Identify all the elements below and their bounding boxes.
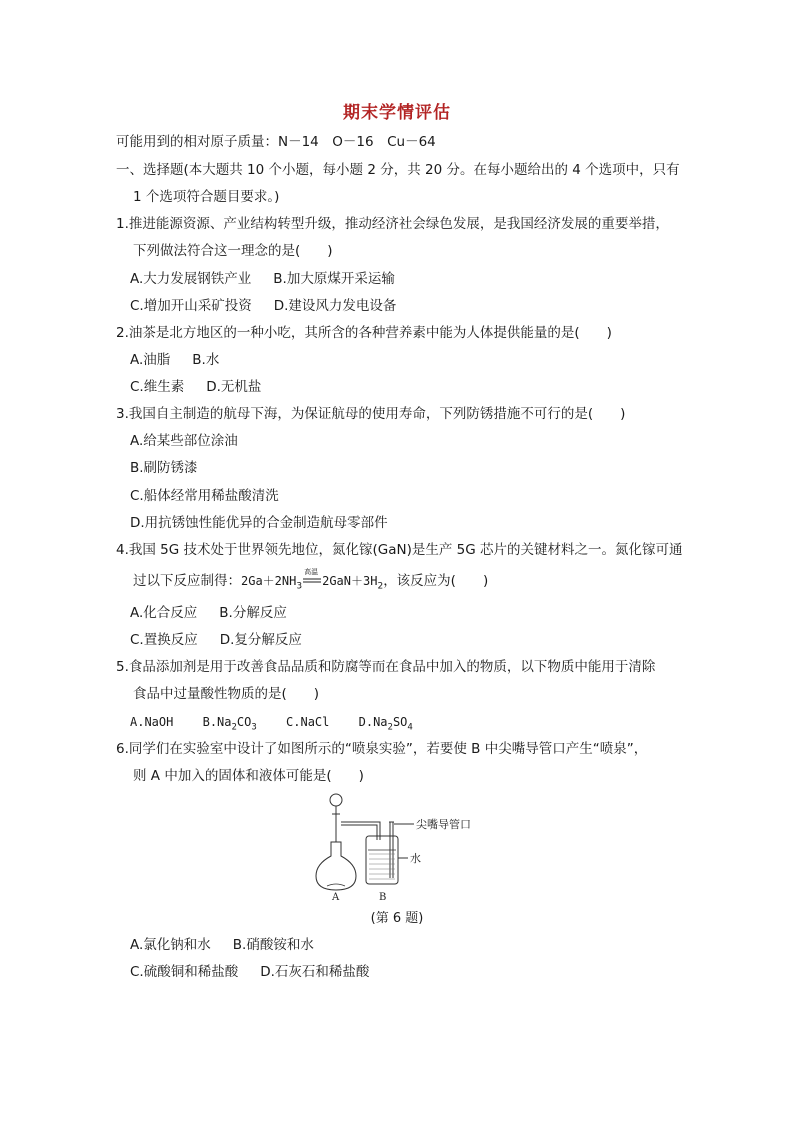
q4-option-d: D.复分解反应: [219, 632, 302, 648]
q5-stem: 5.食品添加剂是用于改善食品品质和防腐等而在食品中加入的物质，以下物质中能用于清除: [116, 659, 656, 675]
label-water: 水: [410, 852, 421, 865]
q6-options-row2: [130, 963, 369, 981]
section-heading: 一、选择题(本大题共 10 个小题，每小题 2 分，共 20 分。在每小题给出的 4 个选项中，只有: [116, 162, 680, 178]
q5-stem-cont: 食品中过量酸性物质的是( ): [133, 686, 320, 702]
dropping-funnel-bulb: [330, 794, 342, 806]
q5-options-row: [130, 713, 413, 736]
q2-option-d: D.无机盐: [206, 379, 262, 395]
q2-options-row1: [130, 351, 219, 369]
q2-options-row2: [130, 378, 261, 396]
q4-eq-arrow: [302, 568, 322, 590]
q4-eq-condition: 高温: [304, 568, 319, 576]
q4-eq-right: 2GaN＋3H: [322, 574, 378, 588]
q1-stem-cont: 下列做法符合这一理念的是( ): [133, 243, 333, 259]
q5-option-d-sub1: 2: [387, 722, 393, 733]
q3-option-b: B.刷防锈漆: [130, 460, 198, 476]
q5-option-b-pre: B.Na: [202, 715, 232, 729]
q4-stem-prefix: 过以下反应制得：: [133, 573, 241, 589]
q4-option-a: A.化合反应: [130, 605, 198, 621]
label-b: B: [379, 892, 387, 902]
q5-option-d-mid: SO: [392, 715, 408, 729]
label-a: A: [332, 892, 340, 902]
q4-equation-line: [133, 568, 489, 596]
q5-option-b-sub2: 3: [251, 722, 257, 733]
figure-caption: (第 6 题): [370, 911, 424, 926]
q4-options-row2: [130, 631, 302, 649]
q2-option-c: C.维生素: [130, 379, 185, 395]
q2-option-b: B.水: [192, 352, 220, 368]
q6-stem: 6.同学们在实验室中设计了如图所示的“喷泉实验”，若要使 B 中尖嘴导管口产生“喷泉”，: [116, 741, 648, 757]
q4-eq-left-sub: 3: [296, 581, 303, 592]
q3-option-a: A.给某些部位涂油: [130, 433, 238, 449]
q4-stem-suffix: ，该反应为( ): [383, 573, 489, 589]
q4-option-c: C.置换反应: [130, 632, 198, 648]
fountain-apparatus-figure: [310, 790, 490, 902]
q4-options-row1: [130, 604, 287, 622]
q1-stem: 1.推进能源资源、产业结构转型升级，推动经济社会绿色发展，是我国经济发展的重要举措，: [116, 216, 669, 232]
q1-options-row2: [130, 297, 396, 315]
q4-eq-left: 2Ga＋2NH: [241, 574, 297, 588]
q6-option-c: C.硫酸铜和稀盐酸: [130, 964, 239, 980]
q6-option-d: D.石灰石和稀盐酸: [260, 964, 370, 980]
q5-option-b-sub1: 2: [231, 722, 237, 733]
q4-eq-right-sub: 2: [377, 581, 384, 592]
q4-stem: 4.我国 5G 技术处于世界领先地位，氮化镓(GaN)是生产 5G 芯片的关键材料之一。氮化镓可通: [116, 542, 683, 558]
q3-option-d: D.用抗锈蚀性能优异的合金制造航母零部件: [130, 515, 388, 531]
q5-option-d-sub2: 4: [407, 722, 413, 733]
q2-option-a: A.油脂: [130, 352, 171, 368]
q1-option-d: D.建设风力发电设备: [273, 298, 397, 314]
q4-option-b: B.分解反应: [219, 605, 287, 621]
q5-option-c: C.NaCl: [286, 715, 330, 729]
q3-stem: 3.我国自主制造的航母下海，为保证航母的使用寿命，下列防锈措施不可行的是( ): [116, 406, 626, 422]
q2-stem: 2.油茶是北方地区的一种小吃，其所含的各种营养素中能为人体提供能量的是( ): [116, 325, 612, 341]
q3-option-c: C.船体经常用稀盐酸清洗: [130, 488, 279, 504]
q1-options-row1: [130, 270, 395, 288]
q5-option-b: [203, 713, 257, 736]
q5-option-b-mid: CO: [236, 715, 252, 729]
page-title: 期末学情评估: [343, 103, 451, 123]
flask-a: [316, 842, 356, 890]
q6-option-a: A.氯化钠和水: [130, 937, 211, 953]
section-heading-cont: 1 个选项符合题目要求。): [133, 189, 280, 205]
q1-option-b: B.加大原煤开采运输: [273, 271, 395, 287]
label-nozzle: 尖嘴导管口: [416, 818, 471, 831]
q6-options-row1: [130, 936, 314, 954]
q1-option-c: C.增加开山采矿投资: [130, 298, 252, 314]
q6-option-b: B.硝酸铵和水: [232, 937, 314, 953]
q1-option-a: A.大力发展钢铁产业: [130, 271, 252, 287]
q5-option-d: [359, 713, 413, 736]
q5-option-a: A.NaOH: [130, 715, 174, 729]
q5-option-d-pre: D.Na: [358, 715, 388, 729]
q6-stem-cont: 则 A 中加入的固体和液体可能是( ): [133, 768, 364, 784]
atomic-masses: 可能用到的相对原子质量：N－14 O－16 Cu－64: [116, 134, 436, 150]
